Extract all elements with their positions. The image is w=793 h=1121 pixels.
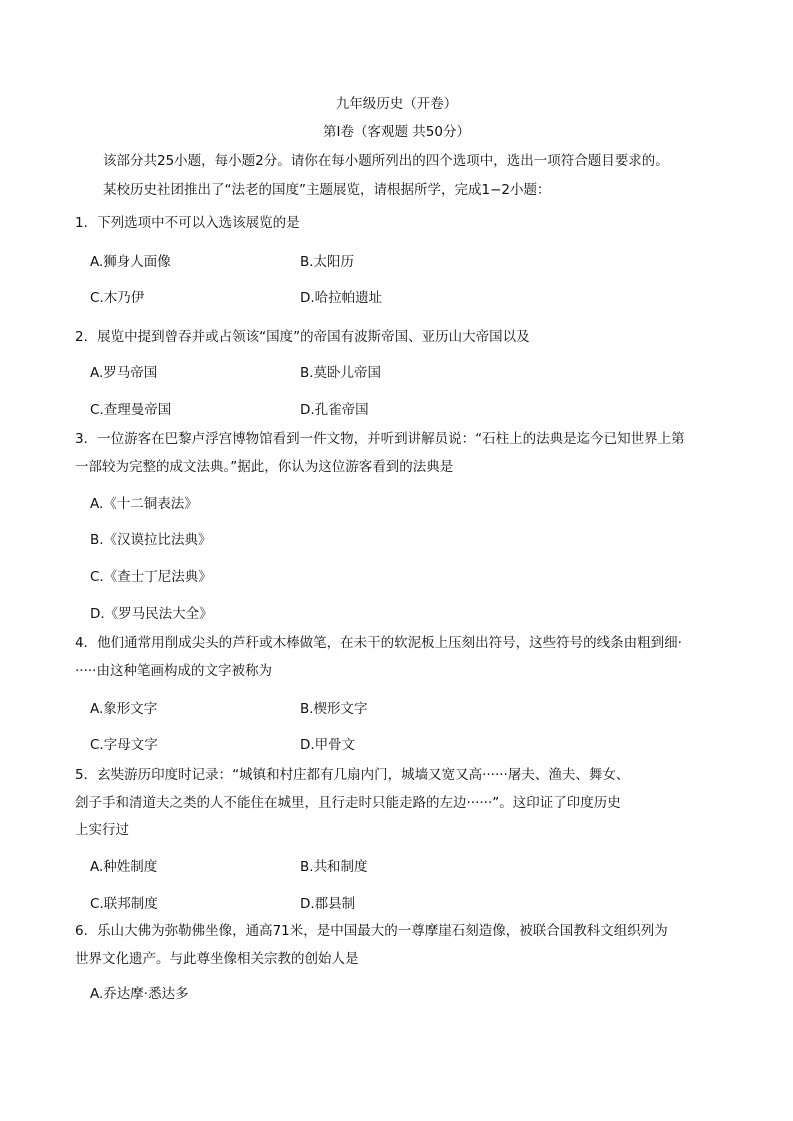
question-1-option-c: C.木乃伊 xyxy=(90,290,145,306)
question-5-option-c: C.联邦制度 xyxy=(90,896,158,912)
question-6-option-a: A.乔达摩·悉达多 xyxy=(90,986,189,1002)
question-5-option-d: D.郡县制 xyxy=(300,896,356,912)
question-3-option-c: C.《查士丁尼法典》 xyxy=(90,569,212,585)
question-5-option-a: A.种姓制度 xyxy=(90,859,158,875)
question-3-stem-line-2: 一部较为完整的成文法典。”据此，你认为这位游客看到的法典是 xyxy=(75,459,454,475)
section-title: 第Ⅰ卷（客观题 共50分） xyxy=(323,124,470,140)
question-2-option-d: D.孔雀帝国 xyxy=(300,402,369,418)
question-1-option-d: D.哈拉帕遗址 xyxy=(300,290,383,306)
question-2-option-b: B.莫卧儿帝国 xyxy=(300,365,382,381)
question-2-option-a: A.罗马帝国 xyxy=(90,365,158,381)
group-intro: 某校历史社团推出了“法老的国度”主题展览，请根据所学，完成1−2小题： xyxy=(103,182,551,198)
question-4-option-a: A.象形文字 xyxy=(90,701,158,717)
instructions: 该部分共25小题，每小题2分。请你在每小题所列出的四个选项中，选出一项符合题目要求的。 xyxy=(103,153,669,169)
question-5-stem-line-2: 刽子手和清道夫之类的人不能住在城里，且行走时只能走路的左边······”。这印证了印度历史 xyxy=(75,795,621,811)
question-4-option-d: D.甲骨文 xyxy=(300,737,356,753)
question-5-stem-line-3: 上实行过 xyxy=(75,822,129,838)
question-1-option-b: B.太阳历 xyxy=(300,254,355,270)
question-6-stem-line-2: 世界文化遗产。与此尊坐像相关宗教的创始人是 xyxy=(75,951,359,967)
question-1-option-a: A.狮身人面像 xyxy=(90,254,171,270)
question-2-stem: 2．展览中提到曾吞并或占领该“国度”的帝国有波斯帝国、亚历山大帝国以及 xyxy=(75,329,530,345)
question-4-option-c: C.字母文字 xyxy=(90,737,158,753)
question-4-stem-line-1: 4．他们通常用削成尖头的芦秆或木棒做笔，在未干的软泥板上压刻出符号，这些符号的线条由粗到细· xyxy=(75,635,682,651)
question-1-stem: 1．下列选项中不可以入选该展览的是 xyxy=(75,215,300,231)
question-3-option-b: B.《汉谟拉比法典》 xyxy=(90,532,212,548)
question-3-option-a: A.《十二铜表法》 xyxy=(90,496,198,512)
question-2-option-c: C.查理曼帝国 xyxy=(90,402,172,418)
question-4-stem-line-2: ·····由这种笔画构成的文字被称为 xyxy=(75,663,272,679)
question-3-option-d: D.《罗马民法大全》 xyxy=(90,606,213,622)
question-6-stem-line-1: 6．乐山大佛为弥勒佛坐像，通高71米，是中国最大的一尊摩崖石刻造像，被联合国教科文组织列为 xyxy=(75,923,668,939)
question-5-stem-line-1: 5．玄奘游历印度时记录：“城镇和村庄都有几扇内门，城墙又宽又高······屠夫、渔夫、舞女、 xyxy=(75,767,630,783)
question-3-stem-line-1: 3．一位游客在巴黎卢浮宫博物馆看到一件文物，并听到讲解员说：“石柱上的法典是迄今已知世界上第 xyxy=(75,431,685,447)
question-4-option-b: B.楔形文字 xyxy=(300,701,368,717)
question-5-option-b: B.共和制度 xyxy=(300,859,368,875)
exam-title: 九年级历史（开卷） xyxy=(335,96,458,112)
